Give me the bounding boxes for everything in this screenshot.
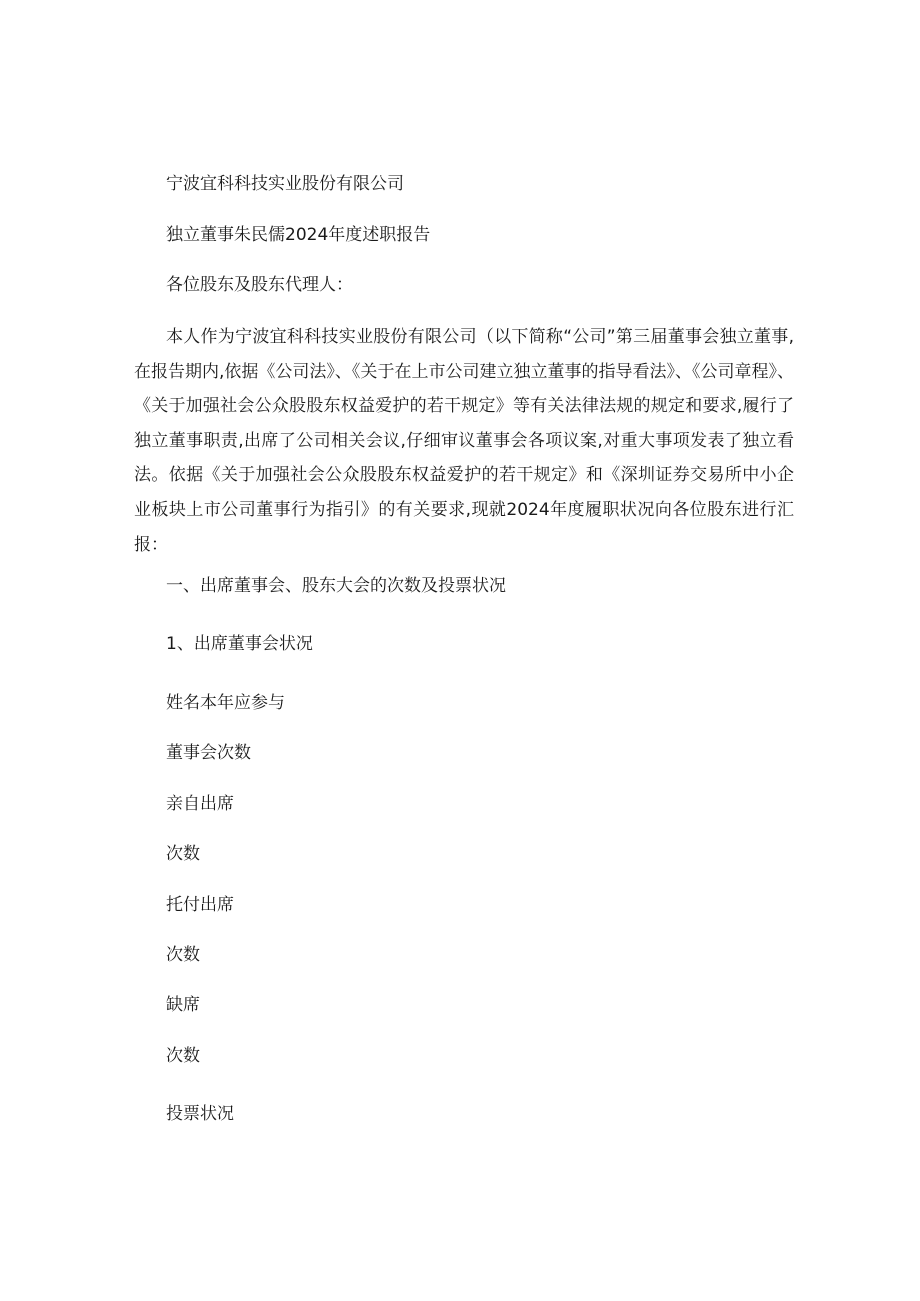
intro-paragraph: 本人作为宁波宜科科技实业股份有限公司（以下简称“公司”第三届董事会独立董事,在报告期内,依据《公司法》、《关于在上市公司建立独立董事的指导看法》、《公司章程》、《关于加强社会公众股股东权益爱护的若干规定》等有关法律法规的规定和要求,履行了独立董事职责,出席了公司相关会议,仔细审议董事会各项议案,对重大事项发表了独立看法。依据《关于加强社会公众股股东权益爱护的若干规定》和《深圳证券交易所中小企业板块上市公司董事行为指引》的有关要求,现就2024年度履职状况向各位股东进行汇报：	[134, 327, 794, 555]
salutation: 各位股东及股东代理人：	[166, 275, 353, 295]
report-title: 独立董事朱民儒2024年度述职报告	[166, 225, 431, 245]
table-header-item: 缺席	[166, 995, 200, 1015]
table-header-item: 次数	[166, 1046, 200, 1066]
table-header-item: 托付出席	[166, 895, 234, 915]
table-header-item: 次数	[166, 844, 200, 864]
table-header-item: 投票状况	[166, 1104, 234, 1124]
table-header-item: 董事会次数	[166, 743, 251, 763]
table-header-item: 次数	[166, 945, 200, 965]
company-name: 宁波宜科科技实业股份有限公司	[166, 174, 404, 194]
table-header-item: 亲自出席	[166, 794, 234, 814]
table-header-item: 姓名本年应参与	[166, 693, 285, 713]
subsection-heading: 1、出席董事会状况	[166, 634, 313, 654]
section-heading: 一、出席董事会、股东大会的次数及投票状况	[166, 576, 506, 596]
